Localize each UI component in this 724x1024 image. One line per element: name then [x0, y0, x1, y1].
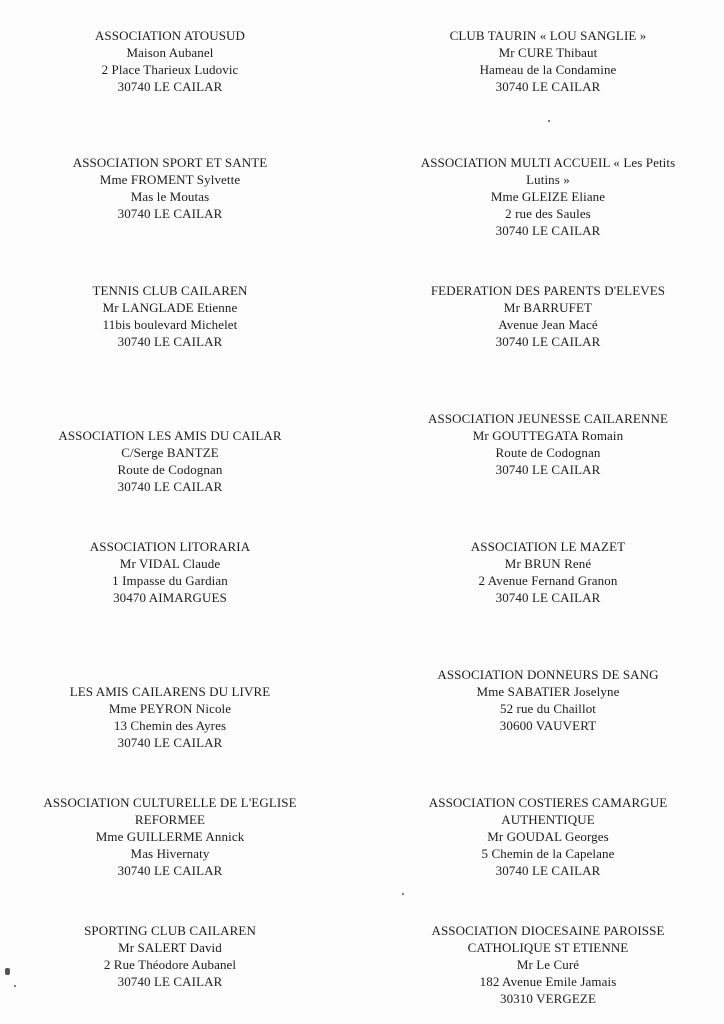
- entry-address: Route de Codognan: [495, 445, 601, 460]
- association-entry-donneurs-de-sang: [390, 666, 706, 734]
- entry-city: 30740 LE CAILAR: [117, 863, 223, 878]
- entry-name: ASSOCIATION ATOUSUD: [94, 28, 246, 43]
- association-entry-amis-du-cailar: [20, 427, 320, 495]
- entry-city: 30740 LE CAILAR: [495, 863, 601, 878]
- association-entry-tennis-club: [20, 282, 320, 350]
- entry-contact: Mme GLEIZE Eliane: [490, 189, 606, 204]
- entry-name: FEDERATION DES PARENTS D'ELEVES: [430, 283, 666, 298]
- entry-address: Mas le Moutas: [130, 189, 210, 204]
- association-entry-sporting-club: [20, 922, 320, 990]
- entry-city: 30310 VERGEZE: [499, 991, 597, 1006]
- association-entry-culturelle-eglise-reformee: [20, 794, 320, 879]
- entry-name: ASSOCIATION CULTURELLE DE L'EGLISE: [43, 795, 297, 810]
- entry-city: 30740 LE CAILAR: [495, 79, 601, 94]
- entry-city: 30740 LE CAILAR: [117, 974, 223, 989]
- entry-contact: Maison Aubanel: [126, 45, 214, 60]
- entry-address: 5 Chemin de la Capelane: [481, 846, 615, 861]
- association-entry-le-mazet: [390, 538, 706, 606]
- entry-contact: Mme FROMENT Sylvette: [99, 172, 241, 187]
- entry-name-continued: REFORMEE: [134, 812, 206, 827]
- association-entry-atousud: [20, 27, 320, 95]
- entry-address: 2 Avenue Fernand Granon: [478, 573, 618, 588]
- association-entry-sport-et-sante: [20, 154, 320, 222]
- entry-contact: Mr BARRUFET: [503, 300, 593, 315]
- entry-contact: Mme PEYRON Nicole: [108, 701, 232, 716]
- entry-address: 2 Place Tharieux Ludovic: [101, 62, 239, 77]
- entry-name-continued: Lutins »: [526, 172, 570, 187]
- entry-name: ASSOCIATION DIOCESAINE PAROISSE: [431, 923, 665, 938]
- association-entry-jeunesse-cailarenne: [390, 410, 706, 478]
- association-entry-costieres-camargue: [390, 794, 706, 879]
- entry-address: 182 Avenue Emile Jamais: [479, 974, 617, 989]
- entry-contact: Mr CURE Thibaut: [498, 45, 598, 60]
- entry-name: ASSOCIATION MULTI ACCUEIL « Les Petits: [420, 155, 676, 170]
- entry-name: ASSOCIATION COSTIERES CAMARGUE: [428, 795, 668, 810]
- entry-contact: Mr SALERT David: [118, 940, 222, 955]
- entry-name-continued: CATHOLIQUE ST ETIENNE: [467, 940, 629, 955]
- entry-name: SPORTING CLUB CAILAREN: [84, 923, 256, 938]
- entry-address: Avenue Jean Macé: [498, 317, 598, 332]
- entry-name: ASSOCIATION SPORT ET SANTE: [72, 155, 268, 170]
- entry-address: 13 Chemin des Ayres: [113, 718, 227, 733]
- entry-address: Hameau de la Condamine: [479, 62, 617, 77]
- entry-contact: Mr Le Curé: [516, 957, 580, 972]
- entry-city: 30740 LE CAILAR: [117, 735, 223, 750]
- association-entry-parents-eleves: [390, 282, 706, 350]
- scan-speck: [402, 893, 404, 895]
- entry-name: ASSOCIATION LES AMIS DU CAILAR: [58, 428, 282, 443]
- entry-name: TENNIS CLUB CAILAREN: [92, 283, 248, 298]
- entry-city: 30470 AIMARGUES: [113, 590, 227, 605]
- entry-name: ASSOCIATION JEUNESSE CAILARENNE: [428, 411, 668, 426]
- entry-contact: Mr BRUN René: [504, 556, 592, 571]
- entry-name: LES AMIS CAILARENS DU LIVRE: [69, 684, 271, 699]
- association-entry-diocesaine-paroisse: [390, 922, 706, 1007]
- entry-contact: Mr GOUDAL Georges: [487, 829, 609, 844]
- scan-speck: [548, 120, 550, 122]
- entry-city: 30740 LE CAILAR: [117, 206, 223, 221]
- association-entry-litoraria: [20, 538, 320, 606]
- entry-city: 30740 LE CAILAR: [117, 479, 223, 494]
- entry-contact: Mr VIDAL Claude: [119, 556, 221, 571]
- entry-contact: Mr GOUTTEGATA Romain: [472, 428, 624, 443]
- entry-address: 11bis boulevard Michelet: [102, 317, 238, 332]
- entry-city: 30740 LE CAILAR: [117, 79, 223, 94]
- entry-name: CLUB TAURIN « LOU SANGLIE »: [449, 28, 647, 43]
- entry-contact: Mme GUILLERME Annick: [95, 829, 245, 844]
- scan-speck: [14, 985, 16, 987]
- entry-name: ASSOCIATION LE MAZET: [470, 539, 626, 554]
- entry-city: 30740 LE CAILAR: [495, 590, 601, 605]
- scan-mark: [5, 968, 10, 975]
- association-entry-amis-cailarens-du-livre: [20, 683, 320, 751]
- entry-address: 1 Impasse du Gardian: [112, 573, 228, 588]
- entry-address: 52 rue du Chaillot: [499, 701, 597, 716]
- entry-address: Route de Codognan: [117, 462, 223, 477]
- entry-city: 30740 LE CAILAR: [495, 223, 601, 238]
- entry-address: 2 Rue Théodore Aubanel: [103, 957, 237, 972]
- entry-contact: Mme SABATIER Joselyne: [476, 684, 620, 699]
- entry-city: 30740 LE CAILAR: [117, 334, 223, 349]
- entry-address: 2 rue des Saules: [505, 206, 591, 221]
- entry-name-continued: AUTHENTIQUE: [501, 812, 595, 827]
- entry-city: 30600 VAUVERT: [499, 718, 597, 733]
- entry-name: ASSOCIATION LITORARIA: [89, 539, 251, 554]
- entry-city: 30740 LE CAILAR: [495, 334, 601, 349]
- association-entry-club-taurin: [390, 27, 706, 95]
- entry-name: ASSOCIATION DONNEURS DE SANG: [437, 667, 659, 682]
- entry-contact: Mr LANGLADE Etienne: [102, 300, 238, 315]
- entry-contact: C/Serge BANTZE: [121, 445, 219, 460]
- entry-city: 30740 LE CAILAR: [495, 462, 601, 477]
- entry-address: Mas Hivernaty: [130, 846, 210, 861]
- association-entry-multi-accueil: [390, 154, 706, 239]
